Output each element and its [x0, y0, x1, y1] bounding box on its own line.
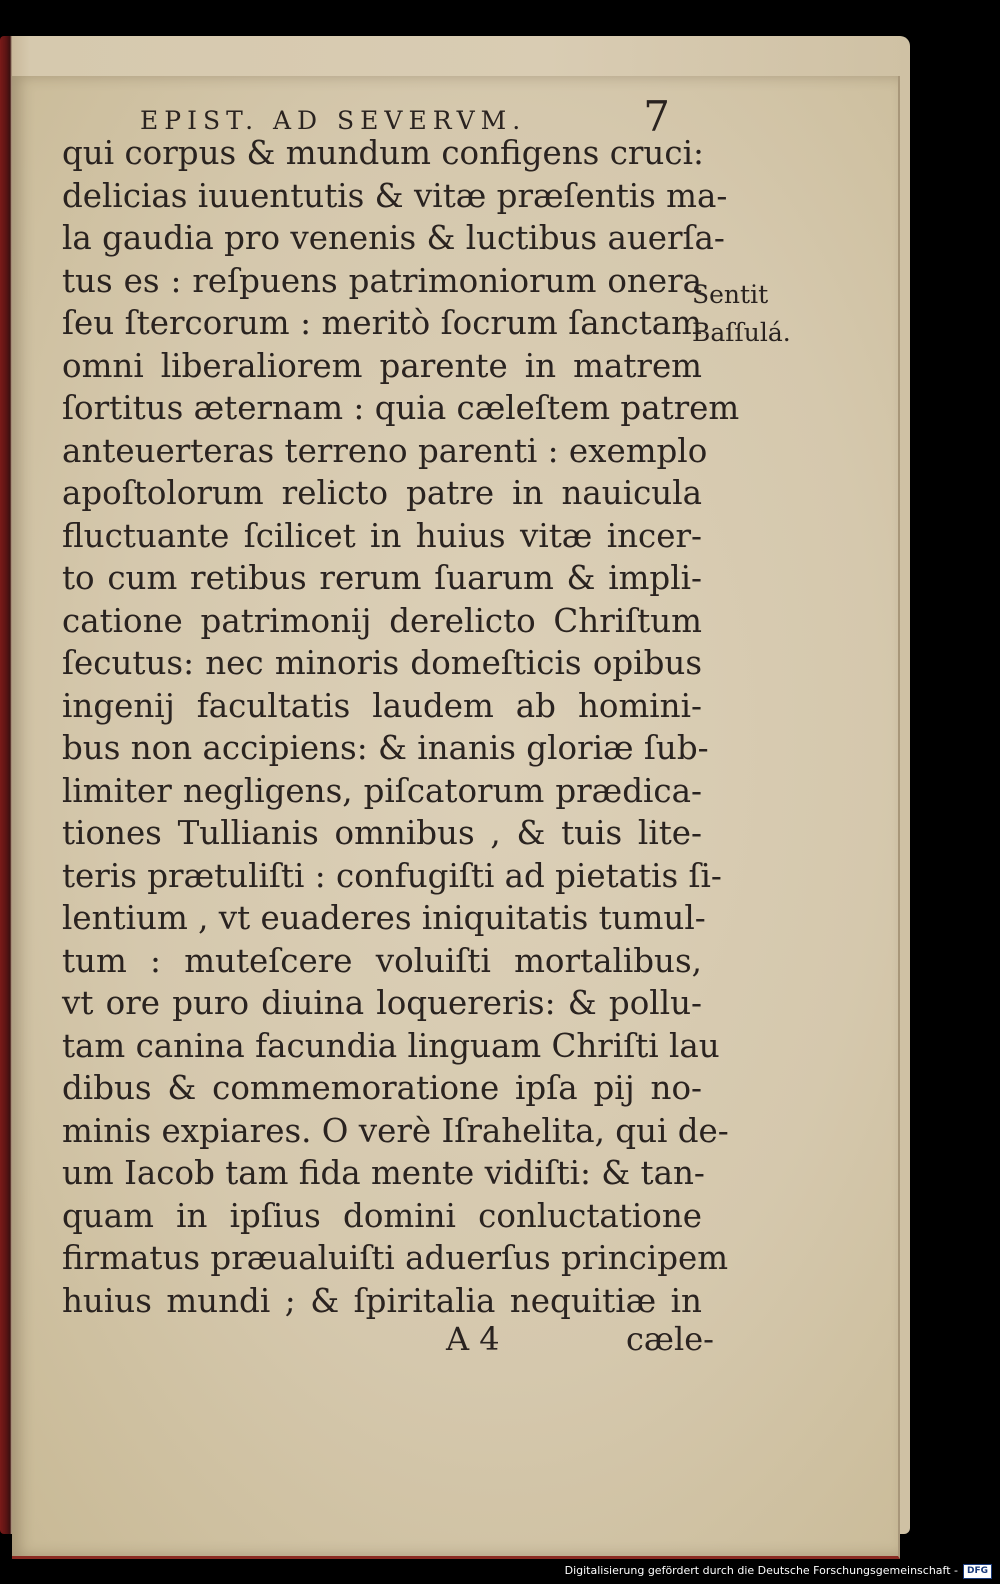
text-line: omni liberaliorem parente in matrem [62, 346, 702, 385]
text-line: ſortitus æternam : quia cæleſtem patrem [62, 389, 740, 427]
text-line: fluctuante ſcilicet in huius vitæ incer- [62, 516, 702, 555]
text-line: delicias iuuentutis & vitæ præſentis ma- [62, 176, 728, 215]
text-line: minis expiares. O verè Iſrahelita, qui de- [62, 1111, 729, 1150]
text-line: teris prætuliſti : confugiſti ad pietatis ſi- [62, 856, 722, 895]
page-number: 7 [643, 92, 670, 141]
text-line: to cum retibus rerum ſuarum & impli- [62, 559, 702, 597]
margin-note-sentit: Sentit [692, 280, 769, 309]
text-line: dibus & commemoratione ipſa pij no- [62, 1069, 702, 1107]
text-line: firmatus præualuiſti aduerſus principem [62, 1239, 729, 1277]
text-line: ingenij facultatis laudem ab homini- [62, 686, 702, 725]
text-line: qui corpus & mundum configens cruci: [62, 134, 704, 172]
text-line: quam in ipſius domini conluctatione [62, 1196, 702, 1235]
running-head-title: EPIST. AD SEVERVM. [140, 106, 527, 135]
text-line: tam canina facundia linguam Chriſti lau [62, 1026, 720, 1065]
text-line: vt ore puro diuina loquereris: & pollu- [62, 984, 702, 1022]
margin-note-bassula: Baſſulá. [692, 318, 791, 347]
text-line: lentium , vt euaderes iniquitatis tumul- [62, 899, 706, 937]
footer-text: Digitalisierung gefördert durch die Deutsche Forschungsgemeinschaft - [564, 1564, 958, 1577]
text-line: catione patrimonij derelicto Chriſtum [62, 601, 702, 640]
signature-mark: A 4 [446, 1320, 500, 1358]
text-line: ſeu ſtercorum : meritò ſocrum ſanctam [62, 304, 702, 342]
text-line: bus non accipiens: & inanis gloriæ ſub- [62, 729, 709, 767]
text-line: tum : muteſcere voluiſti mortalibus, [62, 941, 702, 980]
dfg-logo-icon: DFG [963, 1564, 992, 1579]
text-line: tus es : reſpuens patrimoniorum onera [62, 261, 702, 300]
text-line: tiones Tullianis omnibus , & tuis lite- [62, 814, 702, 852]
catchword: cæle- [626, 1320, 714, 1358]
text-line: la gaudia pro venenis & luctibus auerſa- [62, 219, 725, 257]
text-line: ſecutus: nec minoris domeſticis opibus [62, 644, 702, 682]
footer-credit [565, 1560, 992, 1582]
text-line: apoſtolorum relicto patre in nauicula [62, 474, 702, 512]
text-line: limiter negligens, piſcatorum prædica- [62, 771, 702, 810]
text-line: huius mundi ; & ſpiritalia nequitiæ in [62, 1281, 702, 1320]
text-line: um Iacob tam fida mente vidiſti: & tan- [62, 1154, 705, 1192]
text-line: anteuerteras terreno parenti : exemplo [62, 431, 708, 470]
